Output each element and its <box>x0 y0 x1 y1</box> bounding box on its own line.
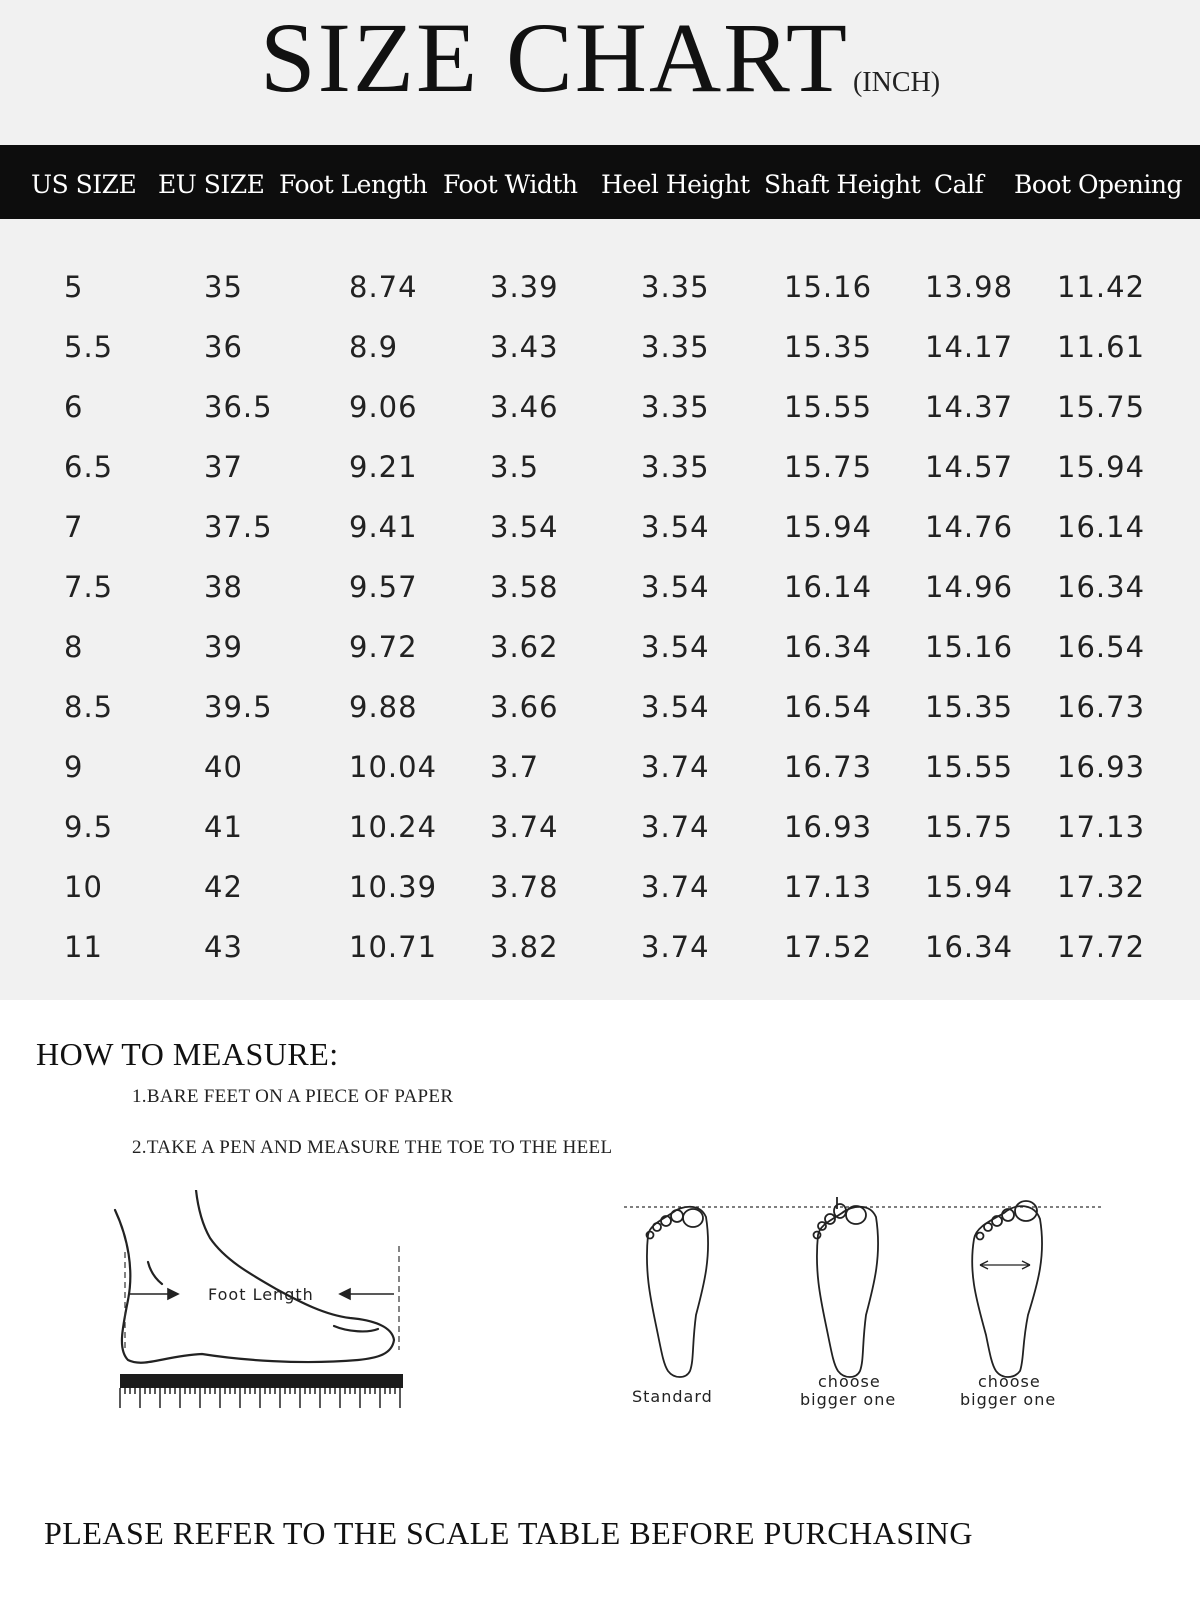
how-to-measure-title: HOW TO MEASURE: <box>36 1036 339 1072</box>
cell-boot-opening: 15.75 <box>1057 390 1146 424</box>
cell-shaft-height: 15.75 <box>784 450 873 484</box>
title-unit: (INCH) <box>852 67 941 98</box>
arrow-left-icon <box>340 1289 394 1299</box>
cell-eu-size: 42 <box>204 870 243 904</box>
cell-eu-size: 37.5 <box>204 510 273 544</box>
foot-standard-icon <box>647 1207 709 1377</box>
footer-note: PLEASE REFER TO THE SCALE TABLE BEFORE PURCHASING <box>44 1515 974 1551</box>
foot-wider-icon <box>972 1201 1042 1377</box>
cell-eu-size: 36.5 <box>204 390 273 424</box>
choose-label-2: choose <box>978 1372 1041 1391</box>
cell-foot-length: 8.74 <box>349 270 418 304</box>
measure-step-1: 1.BARE FEET ON A PIECE OF PAPER <box>132 1086 454 1107</box>
cell-foot-length: 10.04 <box>349 750 438 784</box>
cell-foot-length: 10.71 <box>349 930 438 964</box>
cell-shaft-height: 16.14 <box>784 570 873 604</box>
cell-heel-height: 3.54 <box>641 690 710 724</box>
cell-calf: 14.76 <box>925 510 1014 544</box>
cell-foot-length: 9.21 <box>349 450 418 484</box>
foot-length-illustration <box>110 1190 430 1430</box>
cell-eu-size: 38 <box>204 570 243 604</box>
cell-us-size: 10 <box>64 870 103 904</box>
table-row <box>0 810 1200 870</box>
cell-us-size: 11 <box>64 930 103 964</box>
cell-foot-length: 10.24 <box>349 810 438 844</box>
cell-shaft-height: 15.55 <box>784 390 873 424</box>
table-row <box>0 450 1200 510</box>
table-header <box>0 145 1200 219</box>
cell-boot-opening: 11.61 <box>1057 330 1146 364</box>
cell-boot-opening: 16.93 <box>1057 750 1146 784</box>
bigger-one-label-1: bigger one <box>800 1390 897 1409</box>
cell-heel-height: 3.74 <box>641 930 710 964</box>
table-row <box>0 690 1200 750</box>
header-eu-size: EU SIZE <box>158 170 265 199</box>
table-row <box>0 510 1200 570</box>
table-row <box>0 870 1200 930</box>
standard-label: Standard <box>632 1387 713 1406</box>
cell-calf: 15.94 <box>925 870 1014 904</box>
arrow-right-icon <box>130 1289 178 1299</box>
cell-shaft-height: 17.13 <box>784 870 873 904</box>
cell-eu-size: 35 <box>204 270 243 304</box>
header-boot-opening: Boot Opening <box>1014 170 1182 199</box>
cell-shaft-height: 16.54 <box>784 690 873 724</box>
cell-heel-height: 3.54 <box>641 630 710 664</box>
cell-heel-height: 3.35 <box>641 390 710 424</box>
cell-boot-opening: 11.42 <box>1057 270 1146 304</box>
cell-calf: 15.16 <box>925 630 1014 664</box>
bigger-one-label-2: bigger one <box>960 1390 1057 1409</box>
cell-foot-length: 9.06 <box>349 390 418 424</box>
cell-foot-width: 3.43 <box>490 330 559 364</box>
cell-shaft-height: 15.35 <box>784 330 873 364</box>
header-shaft-height: Shaft Height <box>764 170 921 199</box>
cell-heel-height: 3.35 <box>641 330 710 364</box>
cell-heel-height: 3.54 <box>641 570 710 604</box>
table-row <box>0 270 1200 330</box>
cell-boot-opening: 16.14 <box>1057 510 1146 544</box>
cell-foot-width: 3.7 <box>490 750 540 784</box>
cell-eu-size: 36 <box>204 330 243 364</box>
header-us-size: US SIZE <box>31 170 137 199</box>
cell-boot-opening: 16.54 <box>1057 630 1146 664</box>
cell-shaft-height: 15.16 <box>784 270 873 304</box>
cell-boot-opening: 17.32 <box>1057 870 1146 904</box>
cell-foot-width: 3.46 <box>490 390 559 424</box>
cell-eu-size: 39.5 <box>204 690 273 724</box>
cell-foot-length: 9.41 <box>349 510 418 544</box>
cell-boot-opening: 16.73 <box>1057 690 1146 724</box>
table-row <box>0 750 1200 810</box>
cell-us-size: 9.5 <box>64 810 114 844</box>
cell-us-size: 5.5 <box>64 330 114 364</box>
cell-heel-height: 3.74 <box>641 810 710 844</box>
cell-heel-height: 3.35 <box>641 270 710 304</box>
cell-foot-length: 8.9 <box>349 330 399 364</box>
foot-length-label: Foot Length <box>208 1285 314 1304</box>
table-row <box>0 930 1200 990</box>
cell-shaft-height: 17.52 <box>784 930 873 964</box>
cell-calf: 16.34 <box>925 930 1014 964</box>
cell-eu-size: 39 <box>204 630 243 664</box>
cell-shaft-height: 15.94 <box>784 510 873 544</box>
header-heel-height: Heel Height <box>601 170 750 199</box>
cell-foot-width: 3.78 <box>490 870 559 904</box>
cell-foot-width: 3.82 <box>490 930 559 964</box>
cell-calf: 15.55 <box>925 750 1014 784</box>
cell-foot-width: 3.54 <box>490 510 559 544</box>
cell-heel-height: 3.74 <box>641 870 710 904</box>
cell-heel-height: 3.35 <box>641 450 710 484</box>
cell-heel-height: 3.74 <box>641 750 710 784</box>
page-title <box>0 2 1200 113</box>
cell-calf: 14.96 <box>925 570 1014 604</box>
foot-width-illustration <box>620 1195 1110 1435</box>
cell-foot-length: 9.88 <box>349 690 418 724</box>
cell-eu-size: 43 <box>204 930 243 964</box>
cell-eu-size: 40 <box>204 750 243 784</box>
cell-shaft-height: 16.93 <box>784 810 873 844</box>
cell-foot-width: 3.62 <box>490 630 559 664</box>
cell-calf: 14.57 <box>925 450 1014 484</box>
cell-foot-width: 3.58 <box>490 570 559 604</box>
header-foot-length: Foot Length <box>279 170 428 199</box>
cell-us-size: 8.5 <box>64 690 114 724</box>
cell-shaft-height: 16.34 <box>784 630 873 664</box>
cell-us-size: 7.5 <box>64 570 114 604</box>
cell-foot-length: 10.39 <box>349 870 438 904</box>
cell-eu-size: 37 <box>204 450 243 484</box>
table-row <box>0 330 1200 390</box>
cell-us-size: 6 <box>64 390 84 424</box>
cell-us-size: 6.5 <box>64 450 114 484</box>
cell-heel-height: 3.54 <box>641 510 710 544</box>
header-calf: Calf <box>934 170 984 199</box>
cell-us-size: 7 <box>64 510 84 544</box>
foot-longer-icon <box>814 1197 879 1377</box>
cell-boot-opening: 16.34 <box>1057 570 1146 604</box>
cell-foot-length: 9.57 <box>349 570 418 604</box>
cell-boot-opening: 15.94 <box>1057 450 1146 484</box>
table-row <box>0 390 1200 450</box>
foot-side-outline-icon <box>115 1190 394 1363</box>
header-foot-width: Foot Width <box>443 170 578 199</box>
table-row <box>0 570 1200 630</box>
cell-shaft-height: 16.73 <box>784 750 873 784</box>
measure-step-2: 2.TAKE A PEN AND MEASURE THE TOE TO THE HEEL <box>132 1137 613 1158</box>
choose-label-1: choose <box>818 1372 881 1391</box>
cell-us-size: 5 <box>64 270 84 304</box>
cell-us-size: 9 <box>64 750 84 784</box>
table-row <box>0 630 1200 690</box>
cell-foot-length: 9.72 <box>349 630 418 664</box>
cell-calf: 13.98 <box>925 270 1014 304</box>
cell-foot-width: 3.39 <box>490 270 559 304</box>
cell-calf: 14.17 <box>925 330 1014 364</box>
cell-boot-opening: 17.72 <box>1057 930 1146 964</box>
cell-eu-size: 41 <box>204 810 243 844</box>
cell-foot-width: 3.66 <box>490 690 559 724</box>
cell-calf: 15.35 <box>925 690 1014 724</box>
cell-boot-opening: 17.13 <box>1057 810 1146 844</box>
ruler-ticks <box>120 1388 400 1408</box>
cell-us-size: 8 <box>64 630 84 664</box>
title-main: SIZE CHART <box>259 2 849 113</box>
ruler-bar <box>120 1374 403 1388</box>
cell-calf: 15.75 <box>925 810 1014 844</box>
cell-calf: 14.37 <box>925 390 1014 424</box>
cell-foot-width: 3.74 <box>490 810 559 844</box>
cell-foot-width: 3.5 <box>490 450 540 484</box>
